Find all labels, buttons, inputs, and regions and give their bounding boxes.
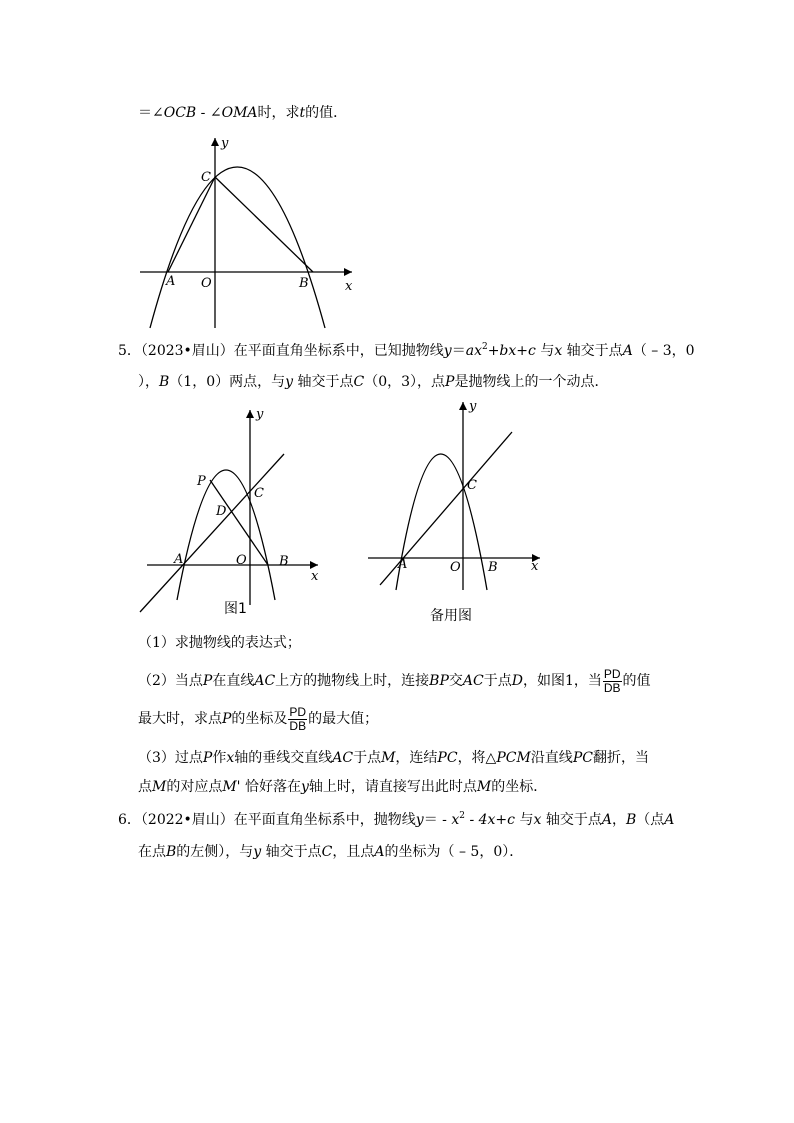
text: （ – 3，0 xyxy=(632,343,695,359)
var: x xyxy=(451,812,460,828)
fraction-denominator: DB xyxy=(289,718,307,733)
label-x: x xyxy=(345,279,353,294)
label-a: A xyxy=(166,274,176,289)
var: y xyxy=(300,779,309,795)
var: y xyxy=(415,812,424,828)
var: y xyxy=(253,844,262,860)
var: x xyxy=(533,812,542,828)
q5-part3-line1 xyxy=(138,748,649,768)
q6-line2 xyxy=(138,842,523,862)
text: 时，求 xyxy=(257,105,300,121)
var: PC xyxy=(572,750,593,766)
text: - ∠ xyxy=(196,105,222,121)
var: P xyxy=(202,673,213,689)
text: 交 xyxy=(448,673,463,689)
var: C xyxy=(321,844,333,860)
var: PCM xyxy=(496,750,531,766)
var: A xyxy=(622,343,633,359)
var: P xyxy=(202,750,213,766)
label-c: C xyxy=(201,170,211,185)
var: B xyxy=(625,812,637,828)
var: A xyxy=(374,844,385,860)
text: 于点 xyxy=(353,750,382,766)
label-a: A xyxy=(174,552,184,567)
exponent: 2 xyxy=(459,811,465,821)
var: AC xyxy=(332,750,354,766)
var: +bx+c xyxy=(487,343,536,359)
label-b: B xyxy=(299,276,309,291)
var: ax xyxy=(465,343,482,359)
text: 与 xyxy=(535,343,555,359)
text: ，连结 xyxy=(395,750,438,766)
var: A xyxy=(601,812,612,828)
var: M' xyxy=(222,779,241,795)
label-x: x xyxy=(311,569,319,584)
fraction-numerator: PD xyxy=(603,666,621,681)
text: 上方的抛物线上时，连接 xyxy=(275,673,430,689)
label-o: O xyxy=(201,276,212,291)
text: 轴交于点 xyxy=(261,844,322,860)
var: M xyxy=(381,750,396,766)
label-b: B xyxy=(488,560,498,575)
text: ，如图1，当 xyxy=(522,673,602,689)
label-c: C xyxy=(467,478,477,493)
label-o: O xyxy=(450,560,461,575)
text: 点 xyxy=(138,779,152,795)
text: ＝∠ xyxy=(138,105,164,121)
text: 的左侧），与 xyxy=(176,844,254,860)
text: 于点 xyxy=(483,673,512,689)
text: 轴交于点 xyxy=(541,812,602,828)
var: P xyxy=(222,711,232,727)
var: B xyxy=(166,844,177,860)
var: BP xyxy=(429,673,449,689)
label-y: y xyxy=(469,399,477,414)
var-t: t xyxy=(299,105,306,121)
fraction-numerator: PD xyxy=(289,704,307,719)
text: 的坐标及 xyxy=(231,711,288,727)
text: （0，3），点 xyxy=(364,374,446,390)
text: 的对应点 xyxy=(166,779,223,795)
label-y: y xyxy=(256,407,264,422)
var: D xyxy=(511,673,523,689)
var: y xyxy=(285,374,294,390)
text: （点 xyxy=(636,812,665,828)
text: 6．（2022•眉山）在平面直角坐标系中，抛物线 xyxy=(118,812,416,828)
q6-line1 xyxy=(118,810,674,830)
text: 的最大值； xyxy=(308,711,379,727)
text: 与 xyxy=(515,812,534,828)
figure1-caption: 图1 xyxy=(224,601,247,617)
text: 的坐标为（ – 5，0）． xyxy=(384,844,524,860)
var: B xyxy=(159,374,170,390)
var: x xyxy=(226,750,235,766)
var: y xyxy=(443,343,452,359)
var: - 4x+c xyxy=(465,812,516,828)
text: 是抛物线上的一个动点． xyxy=(454,374,609,390)
var: AC xyxy=(462,673,484,689)
text: 在直线 xyxy=(212,673,255,689)
text: 沿直线 xyxy=(530,750,573,766)
label-x: x xyxy=(531,559,539,574)
var: PC xyxy=(437,750,458,766)
text: 在点 xyxy=(138,844,166,860)
text: 轴交于点 xyxy=(293,374,354,390)
text: （1，0）两点，与 xyxy=(169,374,286,390)
text: ， xyxy=(611,812,626,828)
text: （3）过点 xyxy=(138,750,203,766)
var: A xyxy=(664,812,675,828)
label-p: P xyxy=(197,474,206,489)
q5-part1: （1）求抛物线的表达式； xyxy=(138,635,301,651)
text: 5．（2023•眉山）在平面直角坐标系中，已知抛物线 xyxy=(118,343,444,359)
figure2-caption: 备用图 xyxy=(430,608,472,624)
fraction-pd-db xyxy=(288,706,307,733)
var: C xyxy=(353,374,365,390)
text: 轴的垂线交直线 xyxy=(234,750,333,766)
q5-part3-line2 xyxy=(138,777,547,797)
label-d: D xyxy=(216,504,227,519)
text: 最大时，求点 xyxy=(138,711,222,727)
text: ，将△ xyxy=(457,750,497,766)
text: 作 xyxy=(212,750,227,766)
var: M xyxy=(476,779,492,795)
fraction-pd-db xyxy=(603,668,622,695)
label-y: y xyxy=(221,136,229,151)
text: 的坐标． xyxy=(491,779,548,795)
fraction-denominator: DB xyxy=(603,680,621,695)
var: AC xyxy=(254,673,276,689)
text: 翻折，当 xyxy=(592,750,649,766)
text: ＝ xyxy=(451,343,466,359)
text: ，且点 xyxy=(332,844,375,860)
exponent: 2 xyxy=(481,342,488,352)
label-o: O xyxy=(236,553,247,568)
y-axis-arrow xyxy=(459,402,467,410)
text: 的值． xyxy=(305,105,348,121)
label-a: A xyxy=(398,557,408,572)
var: x xyxy=(554,343,563,359)
text: （2）当点 xyxy=(138,673,203,689)
q5-part2-line2 xyxy=(138,704,378,734)
label-c: C xyxy=(254,486,264,501)
text: 轴上时，请直接写出此时点 xyxy=(308,779,477,795)
text: 恰好落在 xyxy=(240,779,301,795)
var: M xyxy=(152,779,167,795)
angle-oma: OMA xyxy=(221,105,258,121)
var: P xyxy=(445,374,455,390)
angle-ocb: OCB xyxy=(163,105,197,121)
q5-part2-line1 xyxy=(138,666,651,696)
label-b: B xyxy=(279,554,289,569)
text: ）， xyxy=(138,374,159,390)
parabola xyxy=(396,454,487,590)
text: 的值 xyxy=(622,673,651,689)
text: 轴交于点 xyxy=(562,343,623,359)
text: ＝ - xyxy=(423,812,452,828)
